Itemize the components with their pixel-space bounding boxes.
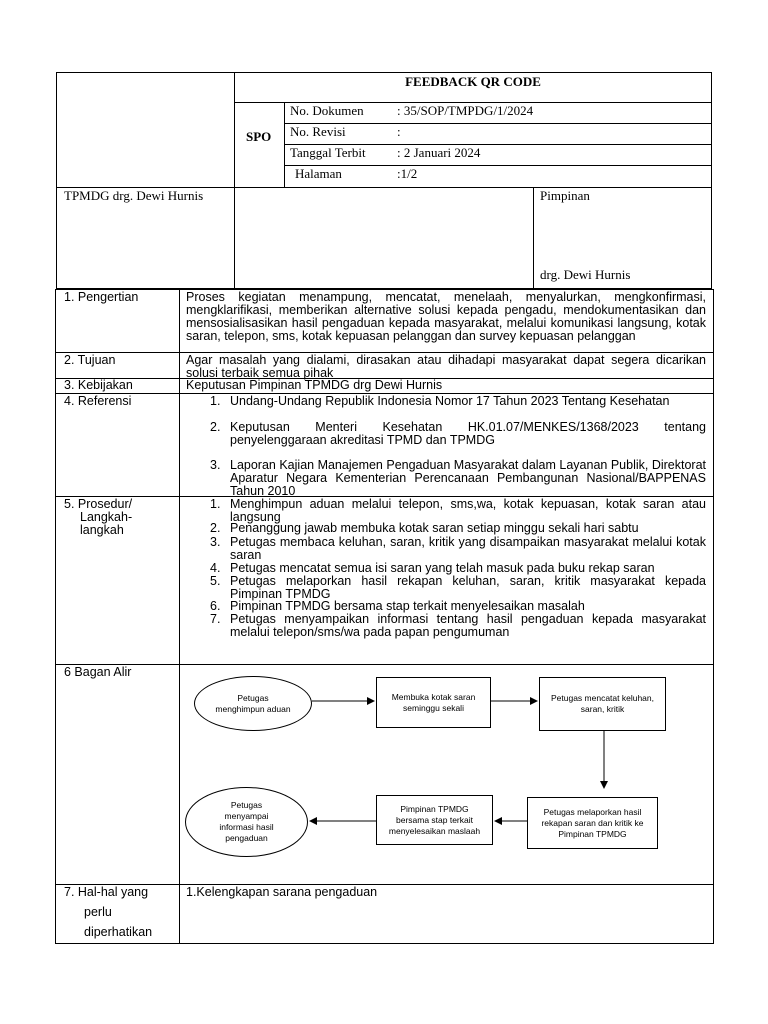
prosedur-label-2: Langkah- xyxy=(80,510,133,524)
page-value: :1/2 xyxy=(397,166,418,181)
issue-date-label: Tanggal Terbit xyxy=(290,145,366,160)
pimpinan-label: Pimpinan xyxy=(540,188,590,203)
referensi-label: 4. Referensi xyxy=(64,394,132,408)
revision-value: : xyxy=(397,124,401,139)
revision-label: No. Revisi xyxy=(290,124,346,139)
tujuan-text: Agar masalah yang dialami, dirasakan atau dihadapi masyarakat dapat segera dicarikan solusi terbaik semua pihak xyxy=(186,353,706,380)
tujuan-label: 2. Tujuan xyxy=(64,353,116,367)
flow-node-mencatat: Petugas mencatat keluhan, saran, kritik xyxy=(539,677,666,731)
kebijakan-text: Keputusan Pimpinan TPMDG drg Dewi Hurnis xyxy=(186,378,443,392)
pengertian-text: Proses kegiatan menampung, mencatat, menelaah, menyalurkan, mengkonfirmasi, mengklarifikasi, memberikan alternative solusi kepada pengadu, mendokumentasikan dan mensosialisasikan hasil pengaduan kepada masyarakat, melalui komunikasi langsung, kotak saran, telepon, sms, kotak kepuasan pelanggan dan survey kepuasan pelanggan xyxy=(186,290,706,343)
prosedur-label-1: 5. Prosedur/ xyxy=(64,497,133,511)
organization-name: TPMDG drg. Dewi Hurnis xyxy=(64,188,204,203)
prosedur-list: 1. Menghimpun aduan melalui telepon, sms,wa, kotak kepuasan, kotak saran atau langsung 2. Penanggung jawab membuka kotak saran setiap minggu sekali hari sabtu 3. Petugas membaca keluhan, saran, kritik yang disampaikan masyarakat melalui kotak saran 4. Petugas mencatat semua isi saran yang telah masuk pada buku rekap saran 5. Petugas melaporkan hasil rekapan keluhan, saran, kritik masyarakat kepada Pimpinan TPMDG 6. Pimpinan TPMDG bersama stap terkait menyelesaikan masalah 7. Petugas menyampaikan informasi tentang hasil pengaduan kepada masyarakat melalui telepon/sms/wa pada papan pengumuman xyxy=(210,497,706,639)
prosedur-label-3: langkah xyxy=(80,523,124,537)
hal-label-1: 7. Hal-hal yang xyxy=(64,885,149,899)
bagan-label: 6 Bagan Alir xyxy=(64,665,132,679)
flow-node-menghimpun: Petugas menghimpun aduan xyxy=(194,676,312,731)
flow-node-membuka: Membuka kotak saran seminggu sekali xyxy=(376,677,491,728)
hal-text: 1.Kelengkapan sarana pengaduan xyxy=(186,885,378,899)
page-label: Halaman xyxy=(295,166,342,181)
doc-number-value: : 35/SOP/TMPDG/1/2024 xyxy=(397,103,534,118)
doc-number-label: No. Dokumen xyxy=(290,103,364,118)
hal-label-3: diperhatikan xyxy=(84,925,153,939)
flow-node-melaporkan: Petugas melaporkan hasil rekapan saran dan kritik ke Pimpinan TPMDG xyxy=(527,797,658,849)
issue-date-value: : 2 Januari 2024 xyxy=(397,145,481,160)
kebijakan-label: 3. Kebijakan xyxy=(64,378,133,392)
flow-node-menyampai: Petugas menyampai informasi hasil pengaduan xyxy=(185,787,308,857)
document-title: FEEDBACK QR CODE xyxy=(405,74,541,89)
pengertian-label: 1. Pengertian xyxy=(64,290,139,304)
spo-label: SPO xyxy=(246,129,272,144)
referensi-list: 1. Undang-Undang Republik Indonesia Nomor 17 Tahun 2023 Tentang Kesehatan 2. Keputusan Menteri Kesehatan HK.01.07/MENKES/1368/2023 tentang penyelenggaraan akreditasi TPMD dan TPMDG 3. Laporan Kajian Manajemen Pengaduan Masyarakat dalam Layanan Publik, Direktorat Aparatur Negara Kementerian Perencanaan Pembangunan Nasional/BAPPENAS Tahun 2010 xyxy=(210,394,706,498)
hal-label-2: perlu xyxy=(84,905,112,919)
flow-node-pimpinan: Pimpinan TPMDG bersama stap terkait menyelesaikan maslaah xyxy=(376,795,493,845)
pimpinan-name: drg. Dewi Hurnis xyxy=(540,267,631,282)
